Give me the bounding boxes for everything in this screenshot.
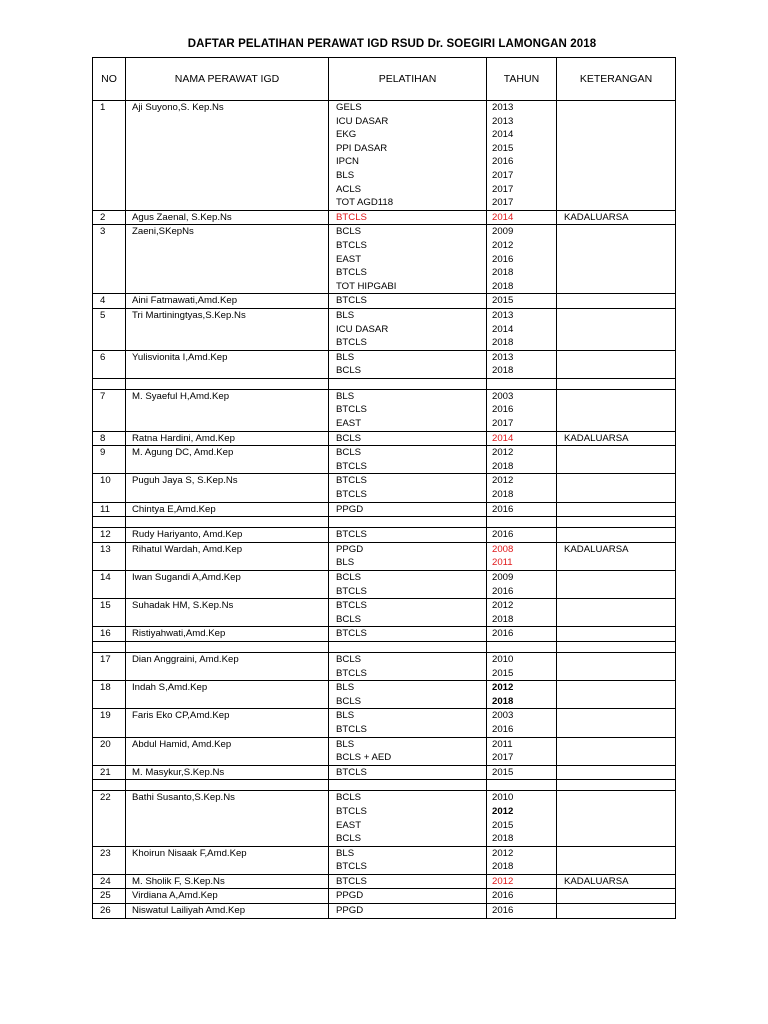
year-list bbox=[487, 652, 557, 680]
nurse-name: M. Agung DC, Amd.Kep bbox=[126, 446, 329, 474]
training-list bbox=[329, 765, 487, 780]
training-name: BTCLS bbox=[336, 723, 367, 735]
training-year: 2017 bbox=[492, 418, 514, 430]
year-list bbox=[487, 350, 557, 378]
training-name: BLS bbox=[336, 682, 355, 694]
training-name: BCLS bbox=[336, 792, 362, 804]
spacer-cell bbox=[93, 517, 126, 528]
row-number: 4 bbox=[93, 294, 126, 309]
year-list bbox=[487, 542, 557, 570]
training-name: BCLS bbox=[336, 226, 362, 238]
training-name: BLS bbox=[336, 738, 355, 750]
training-year: 2016 bbox=[492, 529, 514, 541]
training-year: 2016 bbox=[492, 628, 514, 640]
training-year: 2008 bbox=[492, 543, 514, 555]
header-training: PELATIHAN bbox=[329, 58, 487, 101]
spacer-cell bbox=[487, 641, 557, 652]
nurse-name: Virdiana A,Amd.Kep bbox=[126, 889, 329, 904]
training-list bbox=[329, 681, 487, 709]
training-list bbox=[329, 791, 487, 846]
training-year: 2016 bbox=[492, 253, 514, 265]
table-row bbox=[93, 652, 676, 680]
training-year: 2016 bbox=[492, 723, 514, 735]
spacer-cell bbox=[329, 517, 487, 528]
row-number: 21 bbox=[93, 765, 126, 780]
training-name: ICU DASAR bbox=[336, 115, 389, 127]
spacer-cell bbox=[126, 641, 329, 652]
nurse-name: Yulisvionita I,Amd.Kep bbox=[126, 350, 329, 378]
training-name: PPGD bbox=[336, 890, 364, 902]
table-row bbox=[93, 599, 676, 627]
training-year: 2018 bbox=[492, 267, 514, 279]
training-year: 2013 bbox=[492, 102, 514, 113]
table-row bbox=[93, 889, 676, 904]
table-row bbox=[93, 627, 676, 642]
spacer-row bbox=[93, 517, 676, 528]
training-name: BLS bbox=[336, 557, 355, 569]
training-name: BTCLS bbox=[336, 600, 367, 612]
row-number: 3 bbox=[93, 225, 126, 294]
year-list bbox=[487, 474, 557, 502]
training-name: PPI DASAR bbox=[336, 142, 388, 154]
table-row bbox=[93, 308, 676, 350]
training-year: 2012 bbox=[492, 805, 514, 817]
table-row bbox=[93, 474, 676, 502]
training-name: BTCLS bbox=[336, 267, 367, 279]
training-list bbox=[329, 904, 487, 919]
page-title: DAFTAR PELATIHAN PERAWAT IGD RSUD Dr. SOEGIRI LAMONGAN 2018 bbox=[187, 38, 597, 50]
training-year: 2018 bbox=[492, 833, 514, 845]
spacer-cell bbox=[557, 517, 676, 528]
training-list bbox=[329, 101, 487, 211]
training-year: 2013 bbox=[492, 309, 514, 321]
spacer-cell bbox=[487, 378, 557, 389]
note bbox=[557, 389, 676, 431]
row-number: 17 bbox=[93, 652, 126, 680]
nurse-name: M. Sholik F, S.Kep.Ns bbox=[126, 874, 329, 889]
nurse-name: Agus Zaenal, S.Kep.Ns bbox=[126, 210, 329, 225]
table-row bbox=[93, 904, 676, 919]
year-list bbox=[487, 225, 557, 294]
note bbox=[557, 627, 676, 642]
training-list bbox=[329, 889, 487, 904]
training-year: 2011 bbox=[492, 557, 513, 569]
table-row bbox=[93, 737, 676, 765]
training-name: BCLS bbox=[336, 653, 362, 665]
training-year: 2018 bbox=[492, 861, 514, 873]
row-number: 15 bbox=[93, 599, 126, 627]
note bbox=[557, 846, 676, 874]
training-name: BCLS bbox=[336, 432, 362, 444]
nurse-name: Khoirun Nisaak F,Amd.Kep bbox=[126, 846, 329, 874]
training-name: BTCLS bbox=[336, 211, 367, 223]
nurse-name: Dian Anggraini, Amd.Kep bbox=[126, 652, 329, 680]
table-header-row bbox=[93, 58, 676, 101]
training-name: BCLS bbox=[336, 613, 362, 625]
training-year: 2015 bbox=[492, 295, 514, 307]
row-number: 1 bbox=[93, 101, 126, 211]
note: KADALUARSA bbox=[557, 431, 676, 446]
training-year: 2016 bbox=[492, 156, 514, 168]
row-number: 23 bbox=[93, 846, 126, 874]
nurse-name: Puguh Jaya S, S.Kep.Ns bbox=[126, 474, 329, 502]
note bbox=[557, 502, 676, 517]
training-year: 2016 bbox=[492, 585, 514, 597]
nurse-name: Tri Martiningtyas,S.Kep.Ns bbox=[126, 308, 329, 350]
note bbox=[557, 681, 676, 709]
year-list bbox=[487, 446, 557, 474]
spacer-cell bbox=[329, 378, 487, 389]
training-list bbox=[329, 431, 487, 446]
year-list bbox=[487, 889, 557, 904]
note bbox=[557, 599, 676, 627]
table-row bbox=[93, 542, 676, 570]
note bbox=[557, 474, 676, 502]
nurse-name: Aji Suyono,S. Kep.Ns bbox=[126, 101, 329, 211]
spacer-cell bbox=[487, 517, 557, 528]
training-name: TOT HIPGABI bbox=[336, 280, 397, 292]
table-row bbox=[93, 791, 676, 846]
training-name: BLS bbox=[336, 351, 355, 363]
spacer-row bbox=[93, 641, 676, 652]
training-table bbox=[92, 57, 676, 919]
training-list bbox=[329, 874, 487, 889]
nurse-name: Chintya E,Amd.Kep bbox=[126, 502, 329, 517]
training-year: 2013 bbox=[492, 115, 514, 127]
training-name: PPGD bbox=[336, 543, 364, 555]
training-name: PPGD bbox=[336, 905, 364, 917]
year-list bbox=[487, 294, 557, 309]
training-name: IPCN bbox=[336, 156, 359, 168]
training-year: 2018 bbox=[492, 489, 514, 501]
training-year: 2003 bbox=[492, 390, 514, 402]
training-name: BTCLS bbox=[336, 404, 367, 416]
nurse-name: Ratna Hardini, Amd.Kep bbox=[126, 431, 329, 446]
training-name: PPGD bbox=[336, 503, 364, 515]
training-year: 2017 bbox=[492, 752, 514, 764]
nurse-name: Suhadak HM, S.Kep.Ns bbox=[126, 599, 329, 627]
year-list bbox=[487, 389, 557, 431]
row-number: 12 bbox=[93, 528, 126, 543]
row-number: 9 bbox=[93, 446, 126, 474]
year-list bbox=[487, 210, 557, 225]
training-name: BCLS bbox=[336, 695, 362, 707]
training-year: 2017 bbox=[492, 169, 514, 181]
nurse-name: Niswatul Lailiyah Amd.Kep bbox=[126, 904, 329, 919]
training-name: BTCLS bbox=[336, 460, 367, 472]
spacer-cell bbox=[329, 780, 487, 791]
training-name: ICU DASAR bbox=[336, 323, 389, 335]
year-list bbox=[487, 308, 557, 350]
training-name: GELS bbox=[336, 102, 362, 113]
row-number: 16 bbox=[93, 627, 126, 642]
training-year: 2012 bbox=[492, 682, 514, 694]
training-year: 2018 bbox=[492, 695, 514, 707]
nurse-name: Indah S,Amd.Kep bbox=[126, 681, 329, 709]
year-list bbox=[487, 737, 557, 765]
spacer-cell bbox=[557, 378, 676, 389]
year-list bbox=[487, 874, 557, 889]
table-row bbox=[93, 350, 676, 378]
nurse-name: Rudy Hariyanto, Amd.Kep bbox=[126, 528, 329, 543]
header-year: TAHUN bbox=[487, 58, 557, 101]
training-name: BLS bbox=[336, 390, 355, 402]
row-number: 14 bbox=[93, 571, 126, 599]
training-name: EAST bbox=[336, 819, 362, 831]
table-row bbox=[93, 528, 676, 543]
training-list bbox=[329, 599, 487, 627]
spacer-cell bbox=[329, 641, 487, 652]
table-row bbox=[93, 210, 676, 225]
training-year: 2015 bbox=[492, 667, 514, 679]
training-list bbox=[329, 528, 487, 543]
note bbox=[557, 652, 676, 680]
note bbox=[557, 791, 676, 846]
table-row bbox=[93, 225, 676, 294]
note bbox=[557, 350, 676, 378]
training-name: BCLS bbox=[336, 572, 362, 583]
row-number: 19 bbox=[93, 709, 126, 737]
spacer-cell bbox=[126, 780, 329, 791]
row-number: 13 bbox=[93, 542, 126, 570]
training-list bbox=[329, 571, 487, 599]
year-list bbox=[487, 765, 557, 780]
table-row bbox=[93, 431, 676, 446]
training-list bbox=[329, 389, 487, 431]
training-list bbox=[329, 709, 487, 737]
training-year: 2017 bbox=[492, 183, 514, 195]
training-year: 2014 bbox=[492, 211, 514, 223]
note bbox=[557, 294, 676, 309]
training-name: BTCLS bbox=[336, 667, 367, 679]
spacer-cell bbox=[93, 641, 126, 652]
training-year: 2010 bbox=[492, 653, 514, 665]
table-row bbox=[93, 765, 676, 780]
training-year: 2012 bbox=[492, 600, 514, 612]
training-name: BCLS bbox=[336, 365, 362, 377]
spacer-cell bbox=[557, 780, 676, 791]
training-year: 2014 bbox=[492, 432, 514, 444]
table-body bbox=[93, 101, 676, 919]
training-list bbox=[329, 350, 487, 378]
table-row bbox=[93, 294, 676, 309]
training-name: BTCLS bbox=[336, 585, 367, 597]
row-number: 5 bbox=[93, 308, 126, 350]
table-row bbox=[93, 502, 676, 517]
training-year: 2011 bbox=[492, 738, 513, 750]
note bbox=[557, 528, 676, 543]
training-name: BTCLS bbox=[336, 766, 367, 778]
year-list bbox=[487, 681, 557, 709]
note bbox=[557, 308, 676, 350]
training-list bbox=[329, 474, 487, 502]
training-year: 2014 bbox=[492, 323, 514, 335]
note bbox=[557, 889, 676, 904]
training-year: 2012 bbox=[492, 447, 514, 459]
training-list bbox=[329, 542, 487, 570]
note bbox=[557, 225, 676, 294]
table-row bbox=[93, 571, 676, 599]
training-year: 2010 bbox=[492, 792, 514, 804]
spacer-cell bbox=[93, 378, 126, 389]
spacer-cell bbox=[487, 780, 557, 791]
note bbox=[557, 904, 676, 919]
note bbox=[557, 765, 676, 780]
training-name: EAST bbox=[336, 418, 362, 430]
spacer-row bbox=[93, 378, 676, 389]
year-list bbox=[487, 571, 557, 599]
training-year: 2018 bbox=[492, 613, 514, 625]
training-name: EAST bbox=[336, 253, 362, 265]
training-name: BTCLS bbox=[336, 805, 367, 817]
training-year: 2009 bbox=[492, 226, 514, 238]
training-name: BTCLS bbox=[336, 861, 367, 873]
training-name: BLS bbox=[336, 309, 355, 321]
training-name: TOT AGD118 bbox=[336, 197, 394, 209]
training-list bbox=[329, 627, 487, 642]
spacer-row bbox=[93, 780, 676, 791]
nurse-name: M. Syaeful H,Amd.Kep bbox=[126, 389, 329, 431]
table-row bbox=[93, 389, 676, 431]
year-list bbox=[487, 846, 557, 874]
training-name: BLS bbox=[336, 169, 355, 181]
year-list bbox=[487, 904, 557, 919]
row-number: 7 bbox=[93, 389, 126, 431]
training-year: 2017 bbox=[492, 197, 514, 209]
training-list bbox=[329, 502, 487, 517]
training-name: EKG bbox=[336, 129, 357, 141]
spacer-cell bbox=[93, 780, 126, 791]
nurse-name: Faris Eko CP,Amd.Kep bbox=[126, 709, 329, 737]
training-year: 2009 bbox=[492, 572, 514, 583]
training-year: 2012 bbox=[492, 239, 514, 251]
nurse-name: Iwan Sugandi A,Amd.Kep bbox=[126, 571, 329, 599]
year-list bbox=[487, 528, 557, 543]
note: KADALUARSA bbox=[557, 210, 676, 225]
training-name: BCLS bbox=[336, 833, 362, 845]
spacer-cell bbox=[126, 378, 329, 389]
year-list bbox=[487, 101, 557, 211]
row-number: 18 bbox=[93, 681, 126, 709]
training-year: 2015 bbox=[492, 819, 514, 831]
table-row bbox=[93, 101, 676, 211]
training-name: BTCLS bbox=[336, 337, 367, 349]
year-list bbox=[487, 502, 557, 517]
row-number: 6 bbox=[93, 350, 126, 378]
training-year: 2015 bbox=[492, 766, 514, 778]
year-list bbox=[487, 709, 557, 737]
training-list bbox=[329, 225, 487, 294]
training-year: 2015 bbox=[492, 142, 514, 154]
row-number: 8 bbox=[93, 431, 126, 446]
training-list bbox=[329, 308, 487, 350]
training-list bbox=[329, 294, 487, 309]
row-number: 11 bbox=[93, 502, 126, 517]
training-list bbox=[329, 210, 487, 225]
row-number: 24 bbox=[93, 874, 126, 889]
training-year: 2018 bbox=[492, 280, 514, 292]
note bbox=[557, 737, 676, 765]
year-list bbox=[487, 599, 557, 627]
training-year: 2016 bbox=[492, 503, 514, 515]
spacer-cell bbox=[557, 641, 676, 652]
training-name: BTCLS bbox=[336, 489, 367, 501]
nurse-name: Zaeni,SKepNs bbox=[126, 225, 329, 294]
training-name: BLS bbox=[336, 847, 355, 859]
training-year: 2012 bbox=[492, 475, 514, 487]
row-number: 10 bbox=[93, 474, 126, 502]
training-year: 2018 bbox=[492, 460, 514, 472]
table-row bbox=[93, 681, 676, 709]
training-name: BTCLS bbox=[336, 295, 367, 307]
nurse-name: M. Masykur,S.Kep.Ns bbox=[126, 765, 329, 780]
row-number: 2 bbox=[93, 210, 126, 225]
year-list bbox=[487, 627, 557, 642]
training-year: 2012 bbox=[492, 875, 514, 887]
note bbox=[557, 709, 676, 737]
training-name: BTCLS bbox=[336, 239, 367, 251]
nurse-name: Bathi Susanto,S.Kep.Ns bbox=[126, 791, 329, 846]
training-year: 2018 bbox=[492, 365, 514, 377]
training-name: BTCLS bbox=[336, 875, 367, 887]
row-number: 25 bbox=[93, 889, 126, 904]
table-row bbox=[93, 874, 676, 889]
header-name: NAMA PERAWAT IGD bbox=[126, 58, 329, 101]
row-number: 22 bbox=[93, 791, 126, 846]
training-name: ACLS bbox=[336, 183, 362, 195]
training-list bbox=[329, 846, 487, 874]
training-list bbox=[329, 737, 487, 765]
year-list bbox=[487, 431, 557, 446]
training-name: BTCLS bbox=[336, 529, 367, 541]
table-row bbox=[93, 446, 676, 474]
note bbox=[557, 101, 676, 211]
nurse-name: Ristiyahwati,Amd.Kep bbox=[126, 627, 329, 642]
training-year: 2016 bbox=[492, 890, 514, 902]
training-name: BCLS bbox=[336, 447, 362, 459]
nurse-name: Abdul Hamid, Amd.Kep bbox=[126, 737, 329, 765]
training-year: 2018 bbox=[492, 337, 514, 349]
note: KADALUARSA bbox=[557, 542, 676, 570]
training-year: 2013 bbox=[492, 351, 514, 363]
spacer-cell bbox=[126, 517, 329, 528]
row-number: 20 bbox=[93, 737, 126, 765]
nurse-name: Rihatul Wardah, Amd.Kep bbox=[126, 542, 329, 570]
table-row bbox=[93, 846, 676, 874]
year-list bbox=[487, 791, 557, 846]
row-number: 26 bbox=[93, 904, 126, 919]
training-list bbox=[329, 446, 487, 474]
note bbox=[557, 446, 676, 474]
training-name: BTCLS bbox=[336, 628, 367, 640]
nurse-name: Aini Fatmawati,Amd.Kep bbox=[126, 294, 329, 309]
training-name: BCLS + AED bbox=[336, 752, 392, 764]
header-no: NO bbox=[93, 58, 126, 101]
training-year: 2016 bbox=[492, 905, 514, 917]
training-name: BTCLS bbox=[336, 475, 367, 487]
table-row bbox=[93, 709, 676, 737]
note bbox=[557, 571, 676, 599]
training-list bbox=[329, 652, 487, 680]
training-year: 2014 bbox=[492, 129, 514, 141]
training-name: BLS bbox=[336, 710, 355, 722]
header-note: KETERANGAN bbox=[557, 58, 676, 101]
note: KADALUARSA bbox=[557, 874, 676, 889]
training-year: 2016 bbox=[492, 404, 514, 416]
training-year: 2012 bbox=[492, 847, 514, 859]
training-year: 2003 bbox=[492, 710, 514, 722]
